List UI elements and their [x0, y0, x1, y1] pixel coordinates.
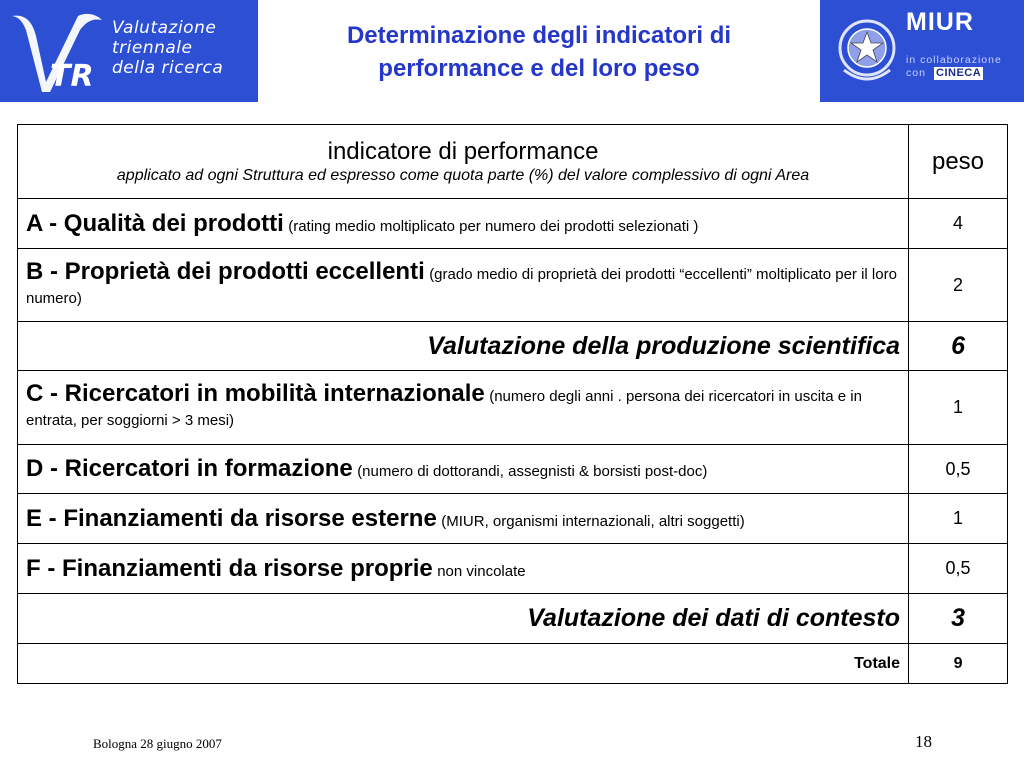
table-header-row [18, 125, 1008, 199]
summary-weight: 3 [909, 594, 1008, 644]
vtr-logo-icon [6, 6, 116, 98]
slide-title-line-2: performance e del loro peso [378, 55, 700, 82]
indicator-weight: 4 [909, 199, 1008, 249]
table-row [18, 445, 1008, 494]
header-indicator-cell [18, 125, 909, 199]
collab-line-2: con [906, 67, 926, 79]
vtr-logo [0, 0, 258, 102]
table-row [18, 544, 1008, 594]
table-row [18, 199, 1008, 249]
header-indicator-title: indicatore di performance [327, 137, 599, 165]
indicator-detail: (grado medio di proprietà dei prodotti “eccellenti” moltiplicato per il loro numero) [26, 265, 897, 307]
summary-row [18, 322, 1008, 371]
summary-label: Valutazione dei dati di contesto [18, 594, 909, 644]
indicator-detail: (numero di dottorandi, assegnisti & borsisti post-doc) [357, 463, 708, 480]
indicator-name: A - Qualità dei prodotti [26, 209, 284, 237]
indicator-weight: 2 [909, 249, 1008, 322]
indicator-detail: non vincolate [437, 562, 526, 580]
indicator-detail: (numero degli anni . persona dei ricercatori in uscita e in entrata, per soggiorni > 3 mesi) [26, 388, 862, 429]
table-row [18, 494, 1008, 544]
summary-label: Valutazione della produzione scientifica [18, 322, 909, 371]
page-number: 18 [915, 732, 932, 751]
indicators-table [17, 124, 1008, 684]
indicator-name: F - Finanziamenti da risorse proprie [26, 554, 433, 582]
slide-title-line-1: Determinazione degli indicatori di [346, 22, 732, 49]
total-row [18, 644, 1008, 684]
header-peso: peso [909, 125, 1008, 199]
title-box [258, 0, 820, 102]
indicator-weight: 0,5 [909, 544, 1008, 594]
header-indicator-subtitle: applicato ad ogni Struttura ed espresso come quota parte (%) del valore complessivo di ogni Area [116, 166, 810, 184]
total-label: Totale [18, 644, 909, 684]
indicator-weight: 1 [909, 494, 1008, 544]
header-banner [0, 0, 1024, 102]
table-row [18, 249, 1008, 322]
indicator-name: B - Proprietà dei prodotti eccellenti [26, 257, 425, 285]
indicator-detail: (MIUR, organismi internazionali, altri soggetti) [441, 512, 745, 530]
footer-date: Bologna 28 giugno 2007 [93, 736, 222, 751]
indicator-name: C - Ricercatori in mobilità internazionale [26, 380, 485, 407]
collab-line-1: in collaborazione [906, 54, 1002, 66]
svg-text:TR: TR [50, 59, 94, 94]
vtr-line-1: Valutazione [112, 18, 217, 38]
vtr-line-3: della ricerca [112, 58, 224, 78]
indicator-weight: 1 [909, 371, 1008, 445]
table-row [18, 371, 1008, 445]
summary-weight: 6 [909, 322, 1008, 371]
indicator-detail: (rating medio moltiplicato per numero dei prodotti selezionati ) [288, 217, 699, 235]
summary-row [18, 594, 1008, 644]
indicator-name: E - Finanziamenti da risorse esterne [26, 504, 437, 532]
italian-emblem-icon [836, 14, 898, 88]
vtr-logo-text [112, 18, 223, 78]
indicator-weight: 0,5 [909, 445, 1008, 494]
miur-logo [820, 0, 1024, 102]
cineca-logo: CINECA [936, 67, 982, 79]
miur-label: MIUR [906, 8, 974, 36]
indicator-name: D - Ricercatori in formazione [26, 455, 353, 482]
total-value: 9 [909, 644, 1008, 684]
vtr-line-2: triennale [112, 38, 193, 58]
